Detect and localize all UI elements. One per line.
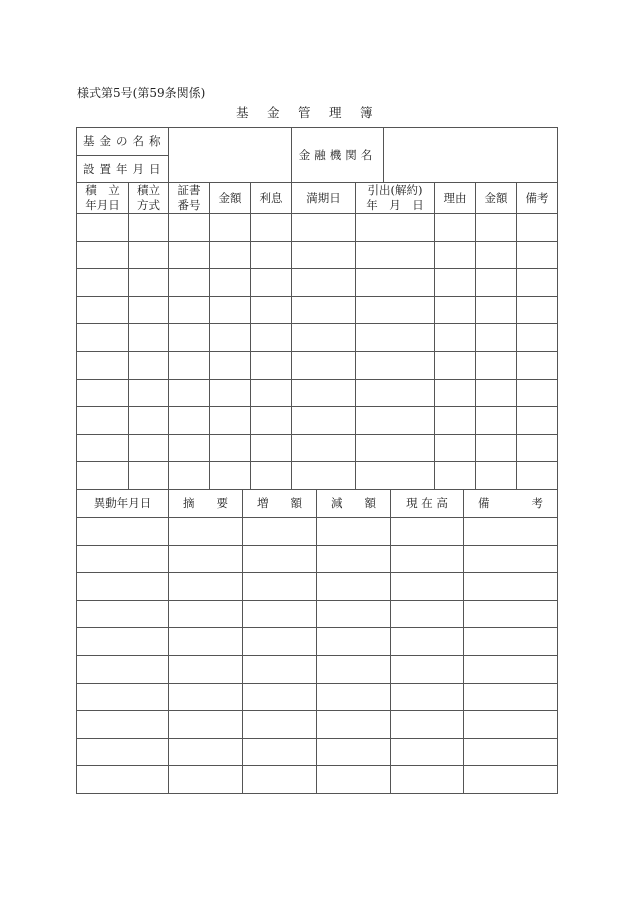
table-cell[interactable]: [77, 214, 129, 242]
table-row: [77, 545, 558, 573]
table-cell[interactable]: [464, 600, 558, 628]
table-cell[interactable]: [77, 518, 169, 546]
table-cell[interactable]: [251, 269, 292, 297]
table-cell[interactable]: [210, 407, 251, 435]
table-cell[interactable]: [435, 324, 476, 352]
header-deposit-date: [77, 183, 129, 214]
table-cell[interactable]: [251, 324, 292, 352]
table-cell[interactable]: [77, 462, 129, 490]
table-cell[interactable]: [517, 324, 558, 352]
table-cell[interactable]: [169, 434, 210, 462]
page-title: [236, 103, 391, 121]
table-cell[interactable]: [317, 545, 391, 573]
header-remarks: [464, 490, 558, 518]
table-row: [77, 434, 558, 462]
title-char: 金: [267, 105, 280, 120]
table-cell[interactable]: [169, 379, 210, 407]
header-text: 額: [290, 496, 302, 510]
established-label: 設置年月日: [77, 156, 169, 183]
table-cell[interactable]: [129, 434, 169, 462]
table-cell[interactable]: [517, 351, 558, 379]
table-row: [77, 351, 558, 379]
header-certificate-no: [169, 183, 210, 214]
table-cell[interactable]: [317, 766, 391, 794]
table-cell[interactable]: [317, 600, 391, 628]
header-amount: 金額: [210, 183, 251, 214]
header-balance: 現 在 高: [391, 490, 464, 518]
table-cell[interactable]: [292, 351, 356, 379]
header-text: 増: [257, 496, 269, 510]
table-row: [77, 683, 558, 711]
table-cell[interactable]: [391, 628, 464, 656]
table-cell[interactable]: [292, 462, 356, 490]
table-cell[interactable]: [292, 269, 356, 297]
table-cell[interactable]: [77, 269, 129, 297]
table-cell[interactable]: [210, 241, 251, 269]
table-cell[interactable]: [517, 379, 558, 407]
fund-name-label: 基金の名称: [77, 128, 169, 156]
table-cell[interactable]: [169, 324, 210, 352]
table-cell[interactable]: [169, 269, 210, 297]
table-cell[interactable]: [243, 545, 317, 573]
table-cell[interactable]: [243, 766, 317, 794]
header-row: [77, 183, 558, 214]
table-row: [77, 269, 558, 297]
header-remarks: 備考: [517, 183, 558, 214]
table-cell[interactable]: [356, 462, 435, 490]
table-cell[interactable]: [317, 573, 391, 601]
table-cell[interactable]: [517, 214, 558, 242]
header-text: 摘: [183, 496, 195, 510]
table-cell[interactable]: [169, 683, 243, 711]
table-cell[interactable]: [77, 379, 129, 407]
table-cell[interactable]: [169, 711, 243, 739]
table-cell[interactable]: [356, 214, 435, 242]
table-row: [77, 766, 558, 794]
header-summary: [169, 490, 243, 518]
header-text: 年 月 日: [366, 198, 424, 212]
table-cell[interactable]: [77, 545, 169, 573]
table-cell[interactable]: [356, 324, 435, 352]
table-cell[interactable]: [169, 545, 243, 573]
table-cell[interactable]: [77, 241, 129, 269]
table-cell[interactable]: [476, 269, 517, 297]
table-cell[interactable]: [169, 738, 243, 766]
table-cell[interactable]: [243, 711, 317, 739]
table-row: [77, 296, 558, 324]
bank-label: 金融機関名: [292, 128, 384, 183]
table-cell[interactable]: [251, 434, 292, 462]
table-cell[interactable]: [77, 628, 169, 656]
table-cell[interactable]: [169, 518, 243, 546]
table-cell[interactable]: [464, 738, 558, 766]
table-cell[interactable]: [243, 600, 317, 628]
table-cell[interactable]: [391, 683, 464, 711]
table-cell[interactable]: [129, 324, 169, 352]
table-cell[interactable]: [476, 296, 517, 324]
header-decrease: [317, 490, 391, 518]
title-char: 管: [298, 105, 311, 120]
table-cell[interactable]: [476, 462, 517, 490]
table-cell[interactable]: [77, 573, 169, 601]
table-cell[interactable]: [292, 296, 356, 324]
table-cell[interactable]: [243, 518, 317, 546]
table-cell[interactable]: [435, 269, 476, 297]
table-cell[interactable]: [435, 462, 476, 490]
table-cell[interactable]: [77, 324, 129, 352]
header-text: 要: [216, 496, 228, 510]
table-cell[interactable]: [169, 214, 210, 242]
table-cell[interactable]: [169, 655, 243, 683]
table-cell[interactable]: [435, 351, 476, 379]
deposit-table: [76, 182, 558, 490]
table-cell[interactable]: [435, 379, 476, 407]
table-cell[interactable]: [517, 462, 558, 490]
table-cell[interactable]: [129, 296, 169, 324]
table-cell[interactable]: [464, 518, 558, 546]
table-cell[interactable]: [464, 545, 558, 573]
table-row: [77, 379, 558, 407]
table-cell[interactable]: [251, 351, 292, 379]
table-cell[interactable]: [77, 407, 129, 435]
table-cell[interactable]: [476, 351, 517, 379]
table-cell[interactable]: [317, 518, 391, 546]
table-cell[interactable]: [356, 241, 435, 269]
table-row: [77, 407, 558, 435]
title-char: 簿: [360, 105, 373, 120]
table-cell[interactable]: [391, 573, 464, 601]
table-row: [77, 573, 558, 601]
table-cell[interactable]: [169, 573, 243, 601]
table-cell[interactable]: [77, 434, 129, 462]
header-text: 番号: [177, 198, 201, 212]
header-text: 積立: [137, 183, 160, 197]
table-cell[interactable]: [77, 351, 129, 379]
table-cell[interactable]: [77, 296, 129, 324]
table-row: [77, 600, 558, 628]
table-cell[interactable]: [435, 407, 476, 435]
table-cell[interactable]: [251, 241, 292, 269]
table-cell[interactable]: [317, 683, 391, 711]
table-cell[interactable]: [435, 296, 476, 324]
header-withdrawal: [356, 183, 435, 214]
table-cell[interactable]: [77, 655, 169, 683]
table-cell[interactable]: [243, 683, 317, 711]
table-cell[interactable]: [391, 711, 464, 739]
header-text: 証書: [177, 183, 201, 197]
table-cell[interactable]: [251, 407, 292, 435]
header-change-date: 異動年月日: [77, 490, 169, 518]
table-row: [77, 241, 558, 269]
table-cell[interactable]: [317, 711, 391, 739]
table-cell[interactable]: [517, 296, 558, 324]
table-cell[interactable]: [317, 738, 391, 766]
table-cell[interactable]: [243, 738, 317, 766]
table-cell[interactable]: [476, 434, 517, 462]
header-text: 積 立: [85, 183, 120, 197]
table-cell[interactable]: [169, 296, 210, 324]
table-cell[interactable]: [391, 545, 464, 573]
form-number: 様式第5号(第59条関係): [77, 86, 206, 100]
table-cell[interactable]: [292, 434, 356, 462]
table-cell[interactable]: [251, 296, 292, 324]
table-cell[interactable]: [169, 351, 210, 379]
table-row: [77, 518, 558, 546]
table-cell[interactable]: [292, 407, 356, 435]
table-cell[interactable]: [517, 241, 558, 269]
table-cell[interactable]: [243, 573, 317, 601]
table-cell[interactable]: [251, 214, 292, 242]
table-cell[interactable]: [210, 351, 251, 379]
table-row: [77, 214, 558, 242]
table-cell[interactable]: [210, 462, 251, 490]
table-cell[interactable]: [210, 296, 251, 324]
table-cell[interactable]: [129, 241, 169, 269]
table-cell[interactable]: [251, 379, 292, 407]
table-cell[interactable]: [391, 738, 464, 766]
table-cell[interactable]: [464, 628, 558, 656]
change-table: [76, 489, 558, 794]
table-row: [77, 628, 558, 656]
header-text: 備: [478, 496, 490, 510]
table-cell[interactable]: [356, 351, 435, 379]
table-cell[interactable]: [517, 434, 558, 462]
header-maturity: 満期日: [292, 183, 356, 214]
table-cell[interactable]: [292, 324, 356, 352]
table-cell[interactable]: [464, 766, 558, 794]
header-increase: [243, 490, 317, 518]
table-cell[interactable]: [77, 683, 169, 711]
table-cell[interactable]: [476, 407, 517, 435]
table-cell[interactable]: [169, 407, 210, 435]
table-cell[interactable]: [476, 241, 517, 269]
table-cell[interactable]: [129, 407, 169, 435]
table-cell[interactable]: [292, 241, 356, 269]
table-cell[interactable]: [356, 296, 435, 324]
table-cell[interactable]: [292, 379, 356, 407]
table-cell[interactable]: [391, 518, 464, 546]
table-cell[interactable]: [435, 241, 476, 269]
table-cell[interactable]: [169, 628, 243, 656]
header-text: 額: [364, 496, 376, 510]
table-cell[interactable]: [169, 600, 243, 628]
table-cell[interactable]: [210, 434, 251, 462]
table-row: [77, 738, 558, 766]
table-cell[interactable]: [129, 269, 169, 297]
table-cell[interactable]: [77, 738, 169, 766]
table-cell[interactable]: [129, 214, 169, 242]
table-cell[interactable]: [169, 766, 243, 794]
table-cell[interactable]: [317, 628, 391, 656]
table-cell[interactable]: [476, 324, 517, 352]
table-cell[interactable]: [169, 241, 210, 269]
table-row: [77, 655, 558, 683]
table-cell[interactable]: [435, 434, 476, 462]
table-cell[interactable]: [391, 655, 464, 683]
table-cell[interactable]: [435, 214, 476, 242]
header-amount-2: 金額: [476, 183, 517, 214]
table-cell[interactable]: [464, 573, 558, 601]
table-row: [77, 711, 558, 739]
header-text: 考: [531, 496, 543, 510]
table-cell[interactable]: [210, 269, 251, 297]
table-cell[interactable]: [391, 600, 464, 628]
table-cell[interactable]: [517, 407, 558, 435]
header-row: [77, 490, 558, 518]
table-cell[interactable]: [464, 711, 558, 739]
bank-field[interactable]: [384, 128, 558, 183]
table-cell[interactable]: [476, 214, 517, 242]
fund-info-table: [76, 127, 558, 183]
table-cell[interactable]: [77, 711, 169, 739]
table-row: [77, 324, 558, 352]
table-cell[interactable]: [77, 766, 169, 794]
header-text: 方式: [137, 198, 160, 212]
table-cell[interactable]: [129, 379, 169, 407]
table-cell[interactable]: [464, 655, 558, 683]
header-interest: 利息: [251, 183, 292, 214]
table-cell[interactable]: [210, 324, 251, 352]
header-text: 引出(解約): [367, 183, 423, 197]
table-cell[interactable]: [317, 655, 391, 683]
table-cell[interactable]: [356, 379, 435, 407]
table-cell[interactable]: [210, 379, 251, 407]
table-cell[interactable]: [517, 269, 558, 297]
table-cell[interactable]: [243, 628, 317, 656]
table-cell[interactable]: [292, 214, 356, 242]
title-char: 基: [236, 105, 249, 120]
title-char: 理: [329, 105, 342, 120]
header-text: 年月日: [85, 198, 120, 212]
table-cell[interactable]: [169, 462, 210, 490]
table-cell[interactable]: [251, 462, 292, 490]
table-cell[interactable]: [356, 269, 435, 297]
header-reason: 理由: [435, 183, 476, 214]
table-cell[interactable]: [476, 379, 517, 407]
table-cell[interactable]: [210, 214, 251, 242]
fund-name-field[interactable]: [169, 128, 292, 183]
header-deposit-method: [129, 183, 169, 214]
table-cell[interactable]: [77, 600, 169, 628]
table-cell[interactable]: [391, 766, 464, 794]
table-row: [77, 462, 558, 490]
table-cell[interactable]: [356, 407, 435, 435]
header-text: 減: [331, 496, 343, 510]
table-cell[interactable]: [129, 462, 169, 490]
table-cell[interactable]: [129, 351, 169, 379]
table-cell[interactable]: [464, 683, 558, 711]
table-cell[interactable]: [243, 655, 317, 683]
table-cell[interactable]: [356, 434, 435, 462]
